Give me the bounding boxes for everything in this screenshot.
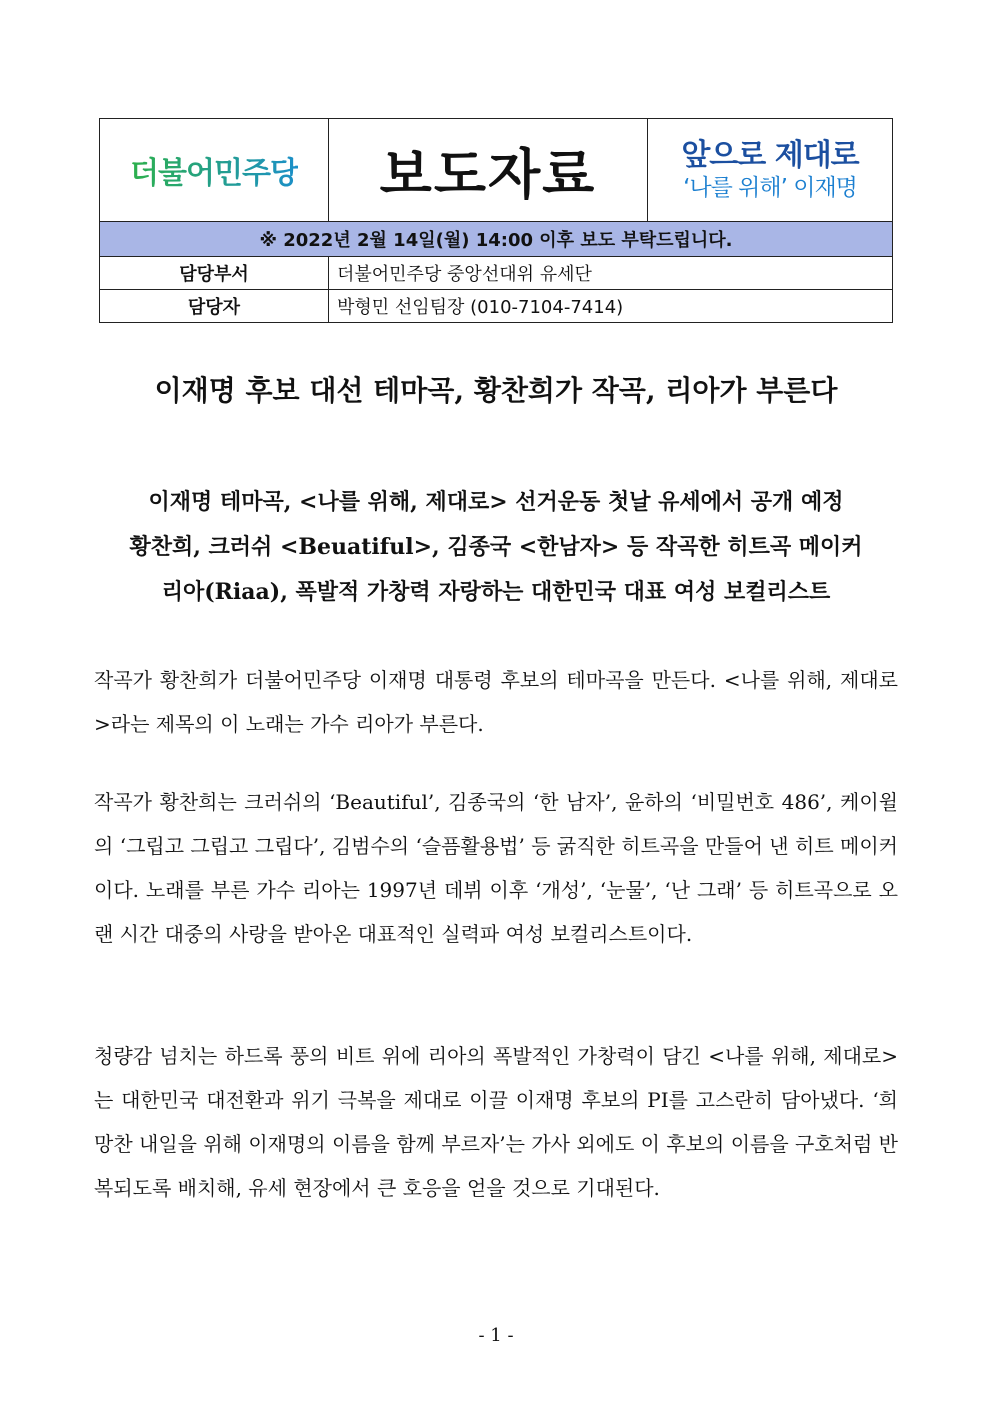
page-number: - 1 - xyxy=(478,1325,514,1346)
party-logo: 더불어민주당 xyxy=(130,156,298,191)
slogan-cell xyxy=(648,119,893,222)
body-paragraph-1: 작곡가 황찬희가 더불어민주당 이재명 대통령 후보의 테마곡을 만든다. <나를 위해, 제대로>라는 제목의 이 노래는 가수 리아가 부른다. xyxy=(94,668,898,736)
body-paragraph-2: 작곡가 황찬희는 크러쉬의 ‘Beautiful’, 김종국의 ‘한 남자’, 윤하의 ‘비밀번호 486’, 케이윌의 ‘그립고 그립고 그립다’, 김범수의 ‘슬픔활용법’ 등 굵직한 히트곡을 만들어 낸 히트 메이커이다. 노래를 부른 가수 리아는 1997년 데뷔 이후 ‘개성’, ‘눈물’, ‘난 그래’ 등 히트곡으로 오랜 시간 대중의 사랑을 받아온 대표적인 실력파 여성 보컬리스트이다. xyxy=(94,790,898,946)
subtitle-line: 황찬희, 크러쉬 <Beuatiful>, 김종국 <한남자> 등 작곡한 히트곡 메이커 xyxy=(129,534,863,560)
press-title: 이재명 후보 대선 테마곡, 황찬희가 작곡, 리아가 부른다 xyxy=(154,374,838,407)
department-value: 더불어민주당 중앙선대위 유세단 xyxy=(329,257,893,290)
doc-type-cell xyxy=(329,119,648,222)
subtitle-line: 이재명 테마곡, <나를 위해, 제대로> 선거운동 첫날 유세에서 공개 예정 xyxy=(148,489,844,515)
press-header-table xyxy=(99,118,893,323)
contact-label: 담당자 xyxy=(100,290,329,323)
subtitle-block xyxy=(0,480,992,615)
body-paragraph-3: 청량감 넘치는 하드록 풍의 비트 위에 리아의 폭발적인 가창력이 담긴 <나를 위해, 제대로>는 대한민국 대전환과 위기 극복을 제대로 이끌 이재명 후보의 PI를 고스란히 담아냈다. ‘희망찬 내일을 위해 이재명의 이름을 함께 부르자’는 가사 외에도 이 후보의 이름을 구호처럼 반복되도록 배치해, 유세 현장에서 큰 호응을 얻을 것으로 기대된다. xyxy=(94,1044,898,1200)
party-logo-cell xyxy=(100,119,329,222)
embargo-notice: ※ 2022년 2월 14일(월) 14:00 이후 보도 부탁드립니다. xyxy=(100,222,893,257)
contact-value: 박형민 선임팀장 (010-7104-7414) xyxy=(329,290,893,323)
subtitle-line: 리아(Riaa), 폭발적 가창력 자랑하는 대한민국 대표 여성 보컬리스트 xyxy=(161,579,831,605)
slogan-sub: ‘나를 위해’ 이재명 xyxy=(683,175,857,201)
department-label: 담당부서 xyxy=(100,257,329,290)
slogan-main: 앞으로 제대로 xyxy=(681,138,859,173)
doc-type-title: 보도자료 xyxy=(379,142,597,206)
